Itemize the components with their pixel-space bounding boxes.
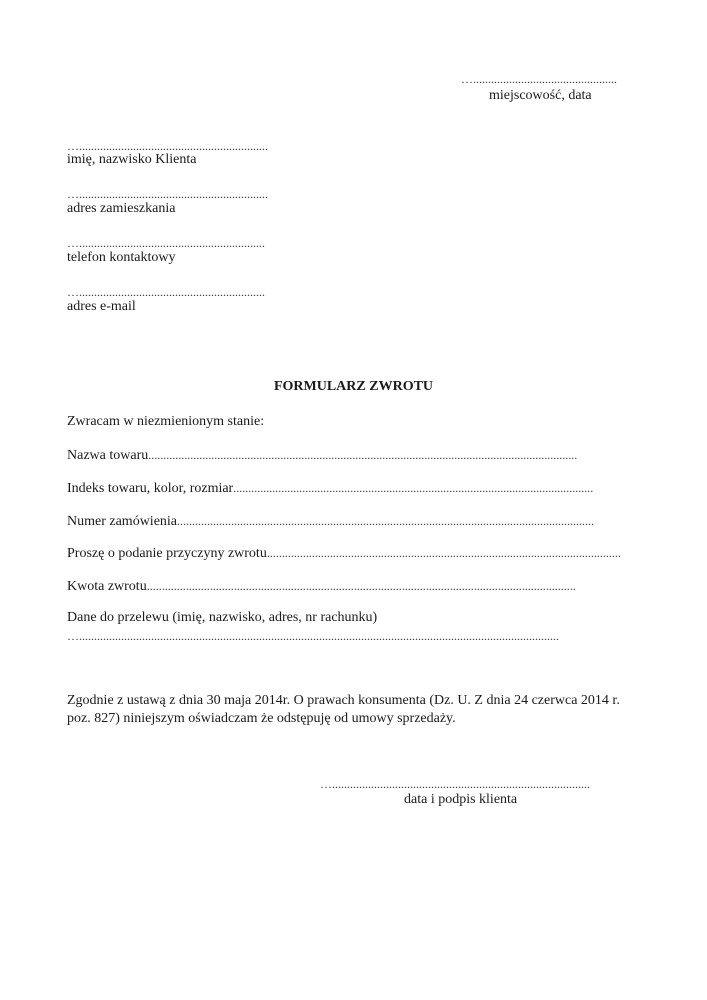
field-product-name-dots[interactable]: ...............................................................................................................................................: [148, 448, 578, 462]
field-product-index-label: Indeks towaru, kolor, rozmiar: [67, 481, 234, 496]
client-address-dots[interactable]: …...............................................................: [67, 187, 268, 201]
signature-dots[interactable]: …......................................................................................: [320, 777, 590, 791]
field-product-name-label: Nazwa towaru: [67, 448, 149, 463]
client-name-label: imię, nazwisko Klienta: [67, 152, 197, 167]
bank-details-dots[interactable]: …................................................................................................................................................................: [67, 629, 559, 643]
place-date-dots[interactable]: …................................................: [461, 72, 617, 86]
field-order-number[interactable]: [67, 513, 642, 530]
signature-label: data i podpis klienta: [404, 792, 518, 807]
client-address-label: adres zamieszkania: [67, 201, 176, 216]
place-date-label: miejscowość, data: [489, 88, 592, 103]
field-return-reason[interactable]: [67, 545, 627, 562]
client-email-dots[interactable]: …..............................................................: [67, 285, 265, 299]
field-refund-amount[interactable]: [67, 578, 642, 595]
bank-details-label: Dane do przelewu (imię, nazwisko, adres, nr rachunku): [67, 610, 378, 625]
field-product-index-dots[interactable]: ........................................................................................................................: [233, 481, 594, 495]
field-return-reason-label: Proszę o podanie przyczyny zwrotu: [67, 546, 267, 561]
field-refund-amount-dots[interactable]: ...............................................................................................................................................: [146, 579, 576, 593]
field-return-reason-dots[interactable]: ......................................................................................................................: [266, 546, 621, 560]
form-title: FORMULARZ ZWROTU: [273, 379, 434, 394]
client-name-dots[interactable]: …...............................................................: [67, 139, 268, 153]
form-intro: Zwracam w niezmienionym stanie:: [67, 414, 265, 429]
client-phone-label: telefon kontaktowy: [67, 250, 176, 265]
field-order-number-dots[interactable]: ...........................................................................................................................................: [177, 514, 595, 528]
field-refund-amount-label: Kwota zwrotu: [67, 579, 147, 594]
client-email-label: adres e-mail: [67, 299, 136, 314]
field-product-index[interactable]: [67, 480, 642, 497]
client-phone-dots[interactable]: …..............................................................: [67, 236, 265, 250]
field-product-name[interactable]: [67, 447, 642, 464]
field-order-number-label: Numer zamówienia: [67, 514, 178, 529]
legal-statement: Zgodnie z ustawą z dnia 30 maja 2014r. O prawach konsumenta (Dz. U. Z dnia 24 czerwca 2014 r. poz. 827) niniejszym oświadczam że odstępuję od umowy sprzedaży.: [67, 693, 620, 726]
